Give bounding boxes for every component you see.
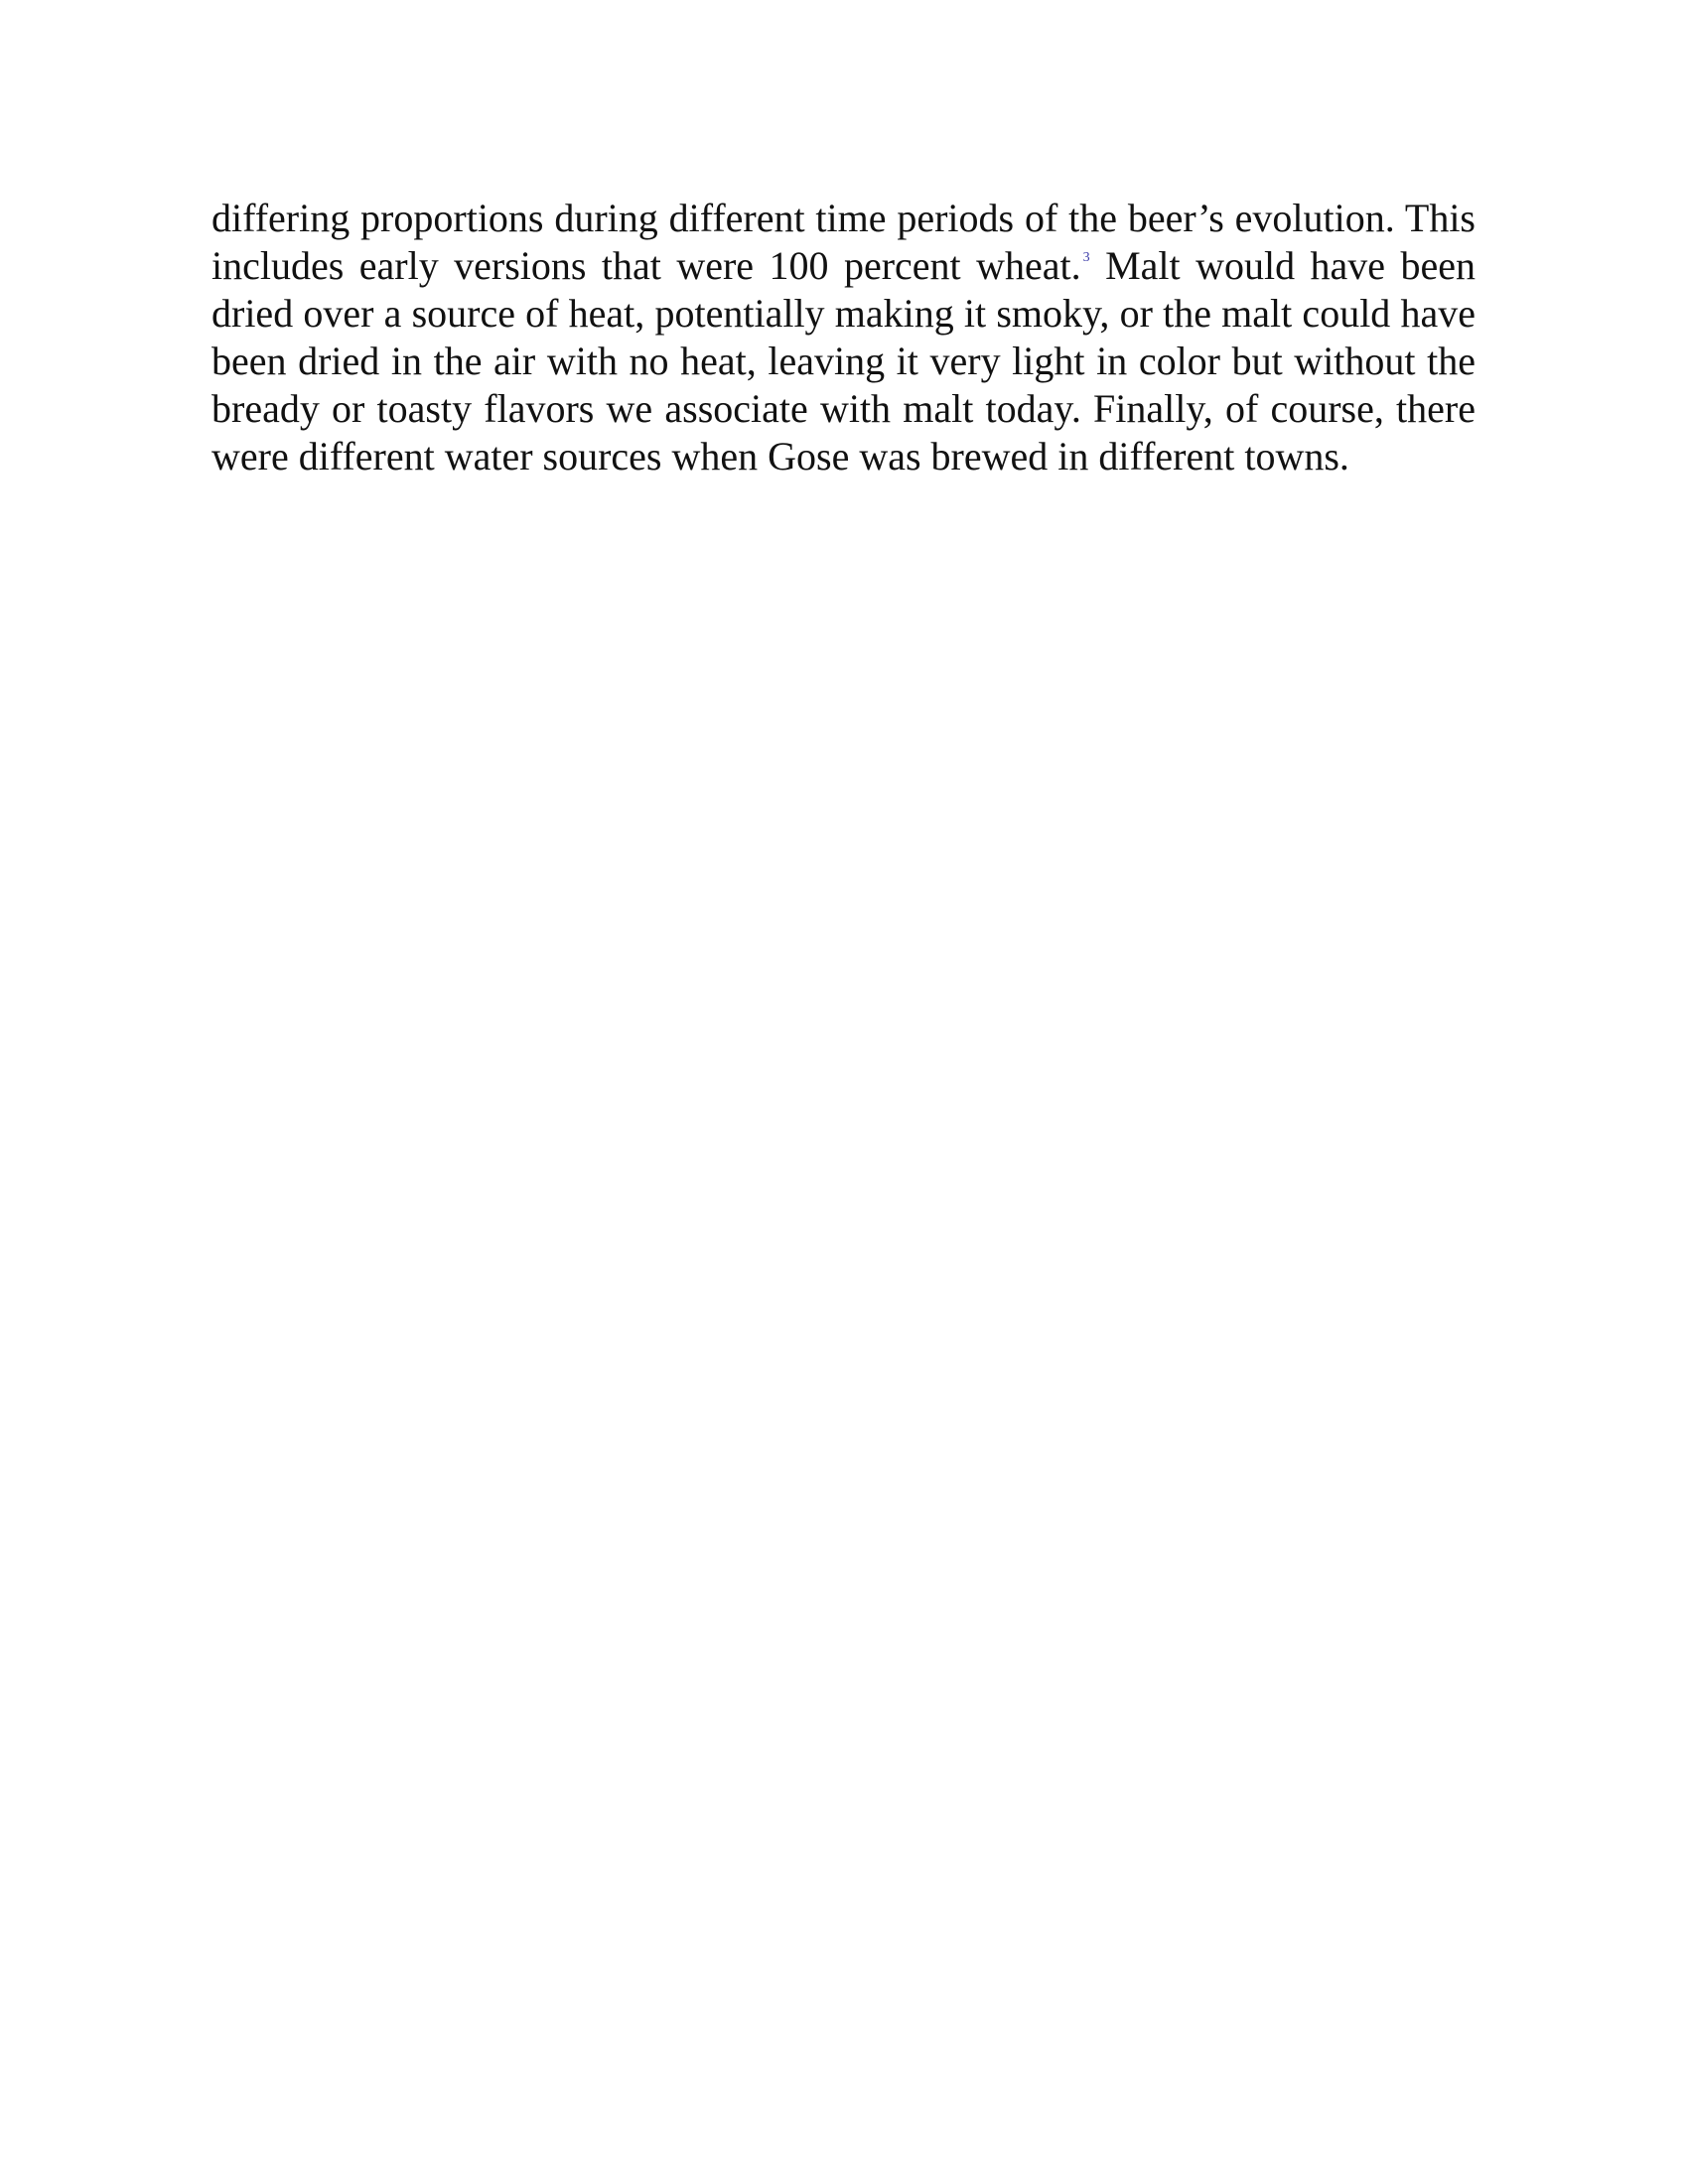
paragraph-text-part-1: differing proportions during different time periods of the beer’s evolution. This includes early versions that were 100 percent wheat. <box>211 196 1476 288</box>
body-paragraph <box>211 195 1476 480</box>
footnote-reference-link[interactable]: 3 <box>1082 250 1090 265</box>
paragraph-text-part-2: Malt would have been dried over a source of heat, potentially making it smoky, or the malt could have been dried in the air with no heat, leaving it very light in color but without the bready or toasty flavors we associate with malt today. Finally, of course, there were different water sources when Gose was brewed in different towns. <box>211 243 1476 478</box>
